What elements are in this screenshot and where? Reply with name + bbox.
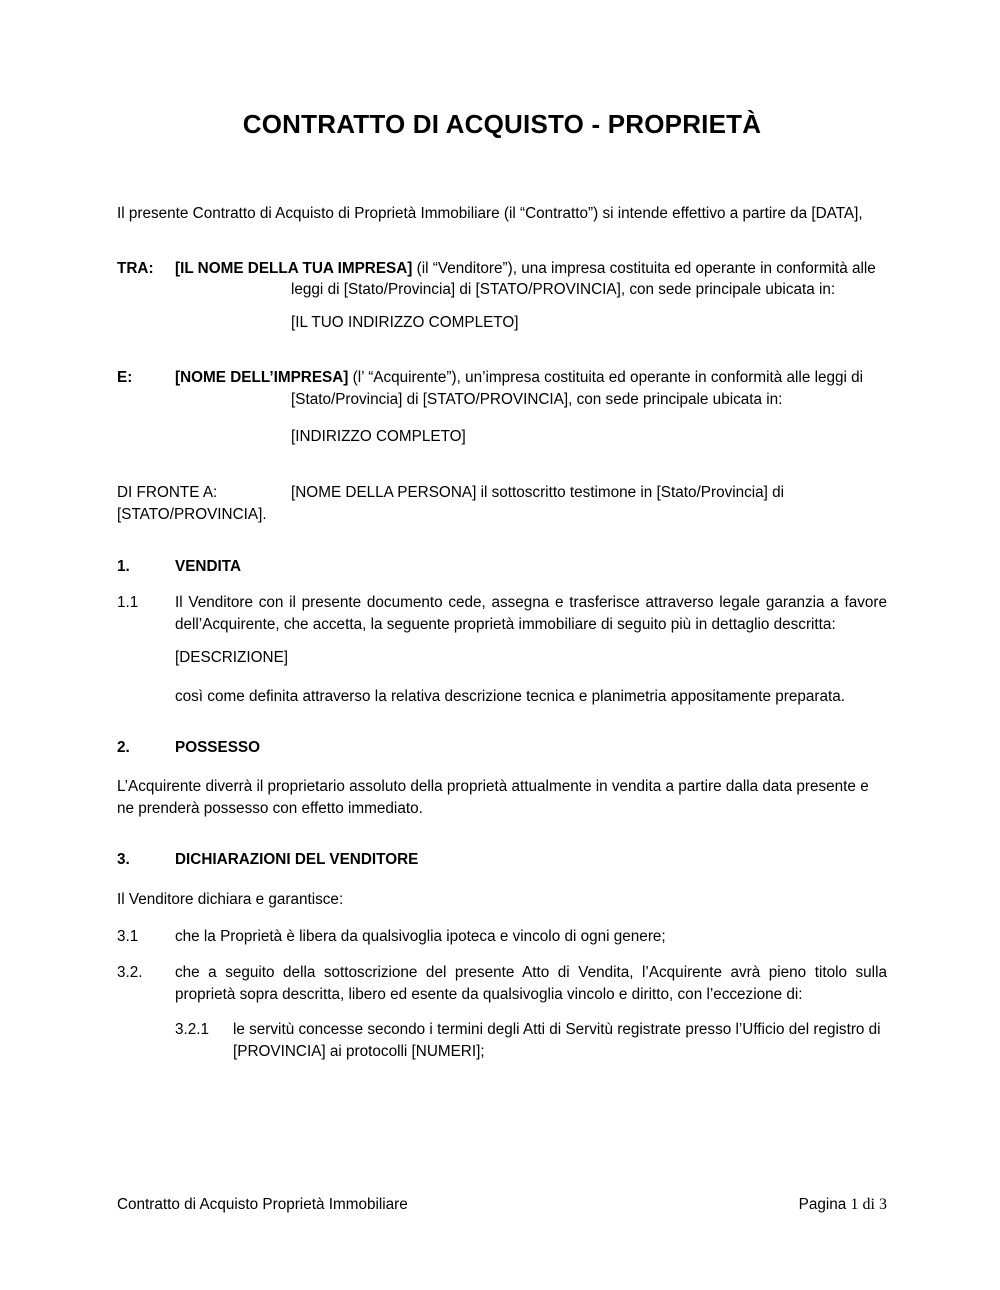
clause-3-2-1-text: le servitù concesse secondo i termini degli Atti di Servitù registrate presso l’Ufficio del registro di [PROVINCIA] ai protocolli [NUMERI]; (233, 1021, 881, 1060)
description-placeholder: [DESCRIZIONE] (175, 648, 289, 666)
clause-3-1 (117, 926, 887, 948)
document-title: CONTRATTO DI ACQUISTO - PROPRIETÀ (242, 109, 762, 139)
page-footer (117, 1194, 887, 1216)
section-2-text: L’Acquirente diverrà il proprietario assoluto della proprietà attualmente in vendita a partire dalla data presente e ne prenderà possesso con effetto immediato. (117, 778, 869, 817)
clause-1-1-text: Il Venditore con il presente documento cede, assegna e trasferisce attraverso legale garanzia a favore dell’Acquirente, che accetta, la seguente proprietà immobiliare di seguito più in dettaglio descritta: (175, 594, 887, 633)
clause-3-1-number: 3.1 (117, 928, 139, 945)
intro-paragraph: Il presente Contratto di Acquisto di Proprietà Immobiliare (il “Contratto”) si intende effettivo a partire da [DATA], (117, 205, 863, 222)
section-3-title: DICHIARAZIONI DEL VENDITORE (175, 851, 419, 868)
section-1-title: VENDITA (175, 558, 242, 575)
party-buyer-text: (l’ “Acquirente”), un’impresa costituita ed operante in conformità alle leggi di [Stato/Provincia] di [STATO/PROVINCIA], con sede principale ubicata in: (291, 369, 864, 408)
party-seller-text: (il “Venditore”), una impresa costituita ed operante in conformità alle leggi di [Stato/Provincia] di [STATO/PROVINCIA], con sede principale ubicata in: (291, 259, 876, 298)
section-3-intro: Il Venditore dichiara e garantisce: (117, 891, 344, 908)
clause-3-2-number: 3.2. (117, 964, 143, 981)
section-1-heading (117, 556, 887, 578)
clause-1-1-note: così come definita attraverso la relativa descrizione tecnica e planimetria appositamente preparata. (175, 687, 846, 705)
section-1-number: 1. (117, 558, 130, 575)
party-buyer-name: [NOME DELL’IMPRESA] (175, 369, 349, 386)
clause-3-2-text: che a seguito della sottoscrizione del presente Atto di Vendita, l’Acquirente avrà pieno titolo sulla proprietà sopra descritta, libero ed esente da qualsivoglia vincolo e diritto, con l’eccezione di: (175, 964, 887, 1003)
clause-3-2-1 (117, 1019, 887, 1062)
footer-page-label: Pagina (798, 1196, 851, 1213)
clause-3-1-text: che la Proprietà è libera da qualsivoglia ipoteca e vincolo di ogni genere; (175, 928, 666, 945)
party-seller-name: [IL NOME DELLA TUA IMPRESA] (175, 259, 413, 277)
witness-label: DI FRONTE A: (117, 484, 218, 501)
section-2-heading (117, 737, 887, 759)
seller-address-placeholder: [IL TUO INDIRIZZO COMPLETO] (291, 314, 519, 331)
party-seller-paragraph (117, 258, 887, 301)
party-seller-label: TRA: (117, 259, 154, 277)
footer-document-name: Contratto di Acquisto Proprietà Immobiliare (117, 1196, 408, 1213)
clause-1-1-number: 1.1 (117, 594, 139, 611)
clause-3-2-1-number: 3.2.1 (175, 1021, 210, 1038)
section-2-number: 2. (117, 739, 130, 756)
witness-text: [NOME DELLA PERSONA] il sottoscritto testimone in [Stato/Provincia] di [STATO/PROVINCIA]. (117, 484, 785, 523)
section-3-number: 3. (117, 851, 130, 868)
footer-page-number: 1 di 3 (850, 1196, 887, 1213)
section-2-title: POSSESSO (175, 739, 261, 756)
buyer-address-placeholder: [INDIRIZZO COMPLETO] (291, 428, 466, 445)
footer-page-indicator (799, 1194, 887, 1216)
clause-1-1 (117, 592, 887, 635)
party-buyer-label: E: (117, 369, 133, 386)
party-buyer-paragraph (117, 367, 887, 410)
witness-paragraph (117, 482, 887, 525)
clause-3-2 (117, 962, 887, 1005)
section-3-heading (117, 849, 887, 871)
